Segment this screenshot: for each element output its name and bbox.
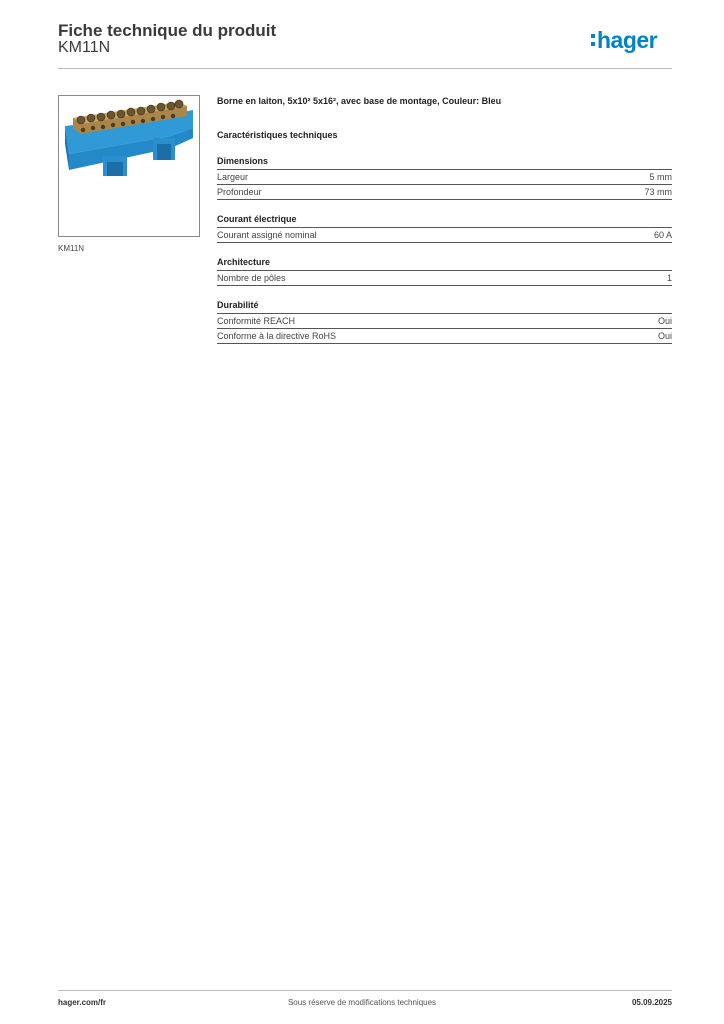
spec-section-dimensions bbox=[217, 155, 672, 200]
spec-row bbox=[217, 170, 672, 185]
footer-disclaimer: Sous réserve de modifications techniques bbox=[287, 998, 437, 1007]
spec-row bbox=[217, 329, 672, 344]
spec-label: Conformité REACH bbox=[217, 316, 296, 326]
section-title: Architecture bbox=[217, 256, 672, 271]
spec-section-durability bbox=[217, 299, 672, 344]
spec-value: Oui bbox=[657, 331, 672, 341]
spec-row bbox=[217, 185, 672, 200]
footer-divider bbox=[58, 990, 672, 991]
spec-label: Nombre de pôles bbox=[217, 273, 286, 283]
document-title: Fiche technique du produit bbox=[58, 21, 277, 40]
section-title: Dimensions bbox=[217, 155, 672, 170]
hager-logo[interactable] bbox=[590, 26, 676, 58]
section-title: Durabilité bbox=[217, 299, 672, 314]
spec-value: 1 bbox=[666, 273, 672, 283]
header-divider bbox=[58, 68, 672, 69]
section-title: Courant électrique bbox=[217, 213, 672, 228]
footer-date: 05.09.2025 bbox=[631, 998, 672, 1007]
spec-value: 5 mm bbox=[649, 172, 672, 182]
spec-value: 60 A bbox=[653, 230, 672, 240]
product-details bbox=[217, 95, 672, 344]
terminal-block-image bbox=[59, 96, 199, 236]
spec-section-architecture bbox=[217, 256, 672, 286]
hager-logo-icon bbox=[590, 26, 676, 58]
spec-value: 73 mm bbox=[644, 187, 672, 197]
image-caption: KM11N bbox=[58, 244, 85, 253]
spec-section-electrical bbox=[217, 213, 672, 243]
product-reference: KM11N bbox=[58, 39, 111, 56]
spec-value: Oui bbox=[657, 316, 672, 326]
spec-label: Courant assigné nominal bbox=[217, 230, 317, 240]
spec-row bbox=[217, 228, 672, 243]
spec-label: Largeur bbox=[217, 172, 249, 182]
specs-heading: Caractéristiques techniques bbox=[217, 130, 338, 140]
spec-row bbox=[217, 271, 672, 286]
spec-label: Profondeur bbox=[217, 187, 262, 197]
svg-text:hager: hager bbox=[597, 27, 658, 53]
footer-website-link[interactable]: hager.com/fr bbox=[58, 998, 107, 1007]
product-image-frame bbox=[58, 95, 200, 237]
spec-label: Conforme à la directive RoHS bbox=[217, 331, 337, 341]
spec-row bbox=[217, 314, 672, 329]
product-description: Borne en laiton, 5x10² 5x16², avec base de montage, Couleur: Bleu bbox=[217, 96, 502, 106]
